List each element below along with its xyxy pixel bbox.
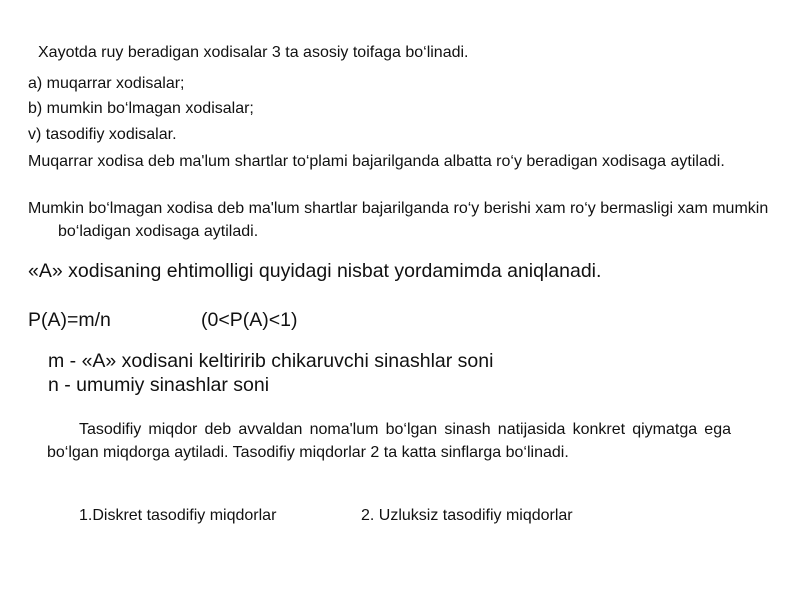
type-continuous: 2. Uzluksiz tasodifiy miqdorlar: [361, 507, 573, 524]
random-quantity-paragraph: Tasodifiy miqdor deb avvaldan noma'lum bo‘lgan sinash natijasida konkret qiymatga ega bo‘lgan miqdorga aytiladi. Tasodifiy miqdorlar 2 ta katta sinflarga bo‘linadi.: [47, 421, 731, 461]
definition-certain-event: Muqarrar xodisa deb ma'lum shartlar to‘plami bajarilganda albatta ro‘y beradigan xodisaga aytiladi.: [28, 153, 725, 170]
category-v: v) tasodifiy xodisalar.: [28, 126, 177, 143]
type-discrete: 1.Diskret tasodifiy miqdorlar: [79, 507, 277, 524]
variable-n: n - umumiy sinashlar soni: [48, 374, 270, 396]
probability-intro: «A» xodisaning ehtimolligi quyidagi nisbat yordamimda aniqlanadi.: [28, 260, 602, 282]
definition-impossible-event: Mumkin bo‘lmagan xodisa deb ma'lum shartlar bajarilganda ro‘y berishi xam ro‘y bermasligi xam mumkin bo‘ladigan xodisaga aytiladi.: [28, 200, 769, 240]
category-b: b) mumkin bo‘lmagan xodisalar;: [28, 100, 254, 117]
intro-text: Xayotda ruy beradigan xodisalar 3 ta asosiy toifaga bo‘linadi.: [38, 44, 469, 61]
probability-formula: P(A)=m/n: [28, 309, 111, 331]
category-a: a) muqarrar xodisalar;: [28, 75, 185, 92]
variable-m: m - «A» xodisani keltiririb chikaruvchi sinashlar soni: [48, 350, 494, 372]
probability-range: (0<P(A)<1): [201, 309, 298, 331]
